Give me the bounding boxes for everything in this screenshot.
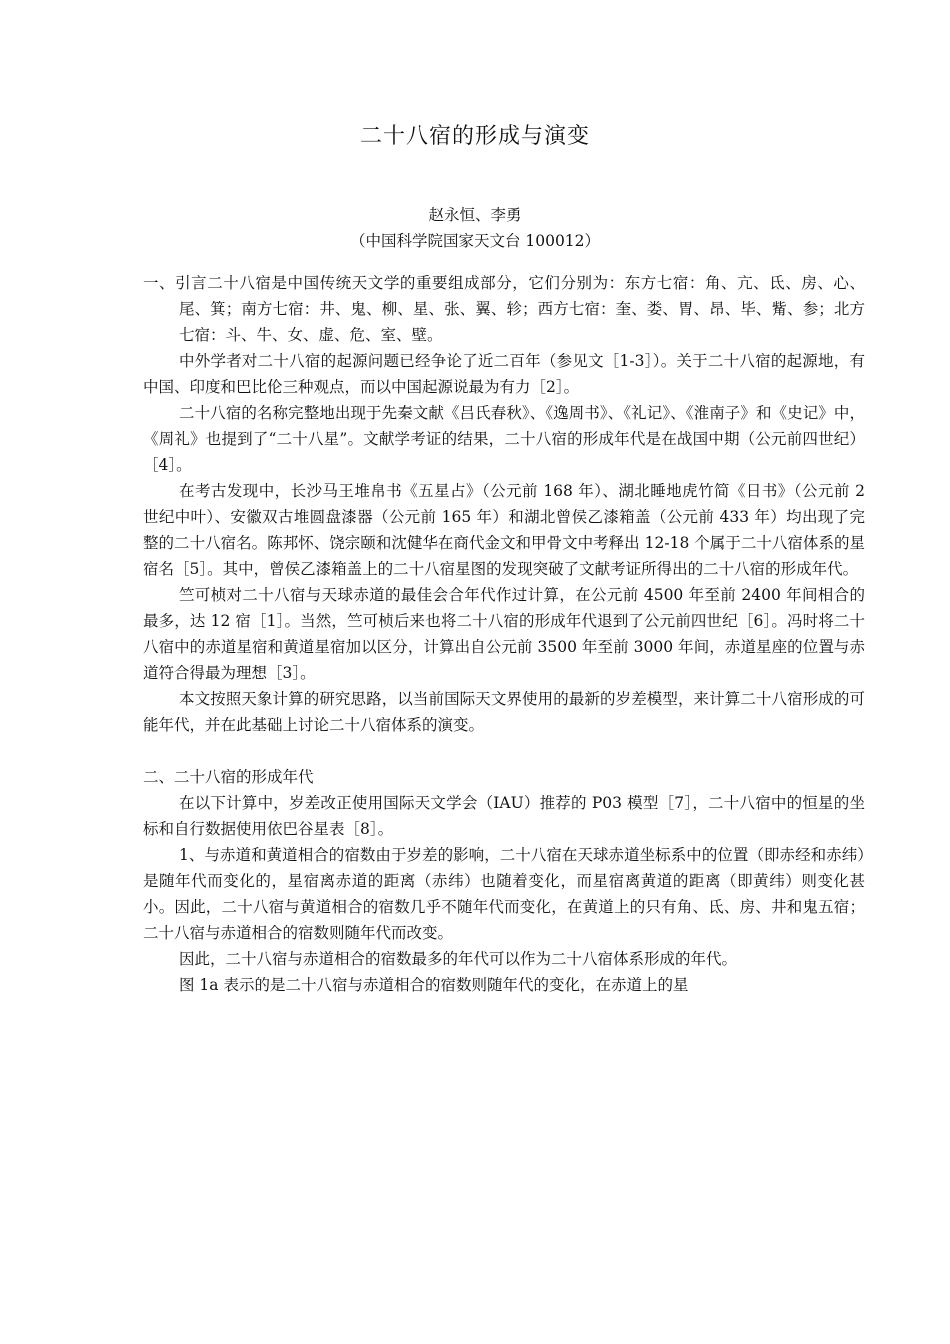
paragraph: 中外学者对二十八宿的起源问题已经争论了近二百年（参见文［1-3］）。关于二十八宿的起源地，有中国、印度和巴比伦三种观点，而以中国起源说最为有力［2］。	[143, 352, 865, 396]
paragraph: 图 1a 表示的是二十八宿与赤道相合的宿数则随年代的变化，在赤道上的星	[179, 976, 689, 994]
paragraph: 在考古发现中，长沙马王堆帛书《五星占》（公元前 168 年）、湖北睡地虎竹简《日书》（公元前 2 世纪中叶）、安徽双古堆圆盘漆器（公元前 165 年）和湖北曾侯乙漆箱盖（公元前 433 年）均出现了完整的二十八宿名。陈邦怀、饶宗颐和沈健华在商代金文和甲骨文中考释出 12-18 个属于二十八宿体系的星宿名［5］。其中，曾侯乙漆箱盖上的二十八宿星图的发现突破了文献考证所得出的二十八宿的形成年代。	[143, 482, 865, 578]
section1-intro: 一、引言二十八宿是中国传统天文学的重要组成部分，它们分别为：东方七宿：角、亢、氐、房、心、尾、箕；南方七宿：井、鬼、柳、星、张、翼、轸；西方七宿：奎、娄、胃、昂、毕、觜、参；北方七宿：斗、牛、女、虚、危、室、壁。	[143, 274, 865, 344]
page-title: 二十八宿的形成与演变	[359, 124, 590, 149]
paragraph: 在以下计算中，岁差改正使用国际天文学会（IAU）推荐的 P03 模型［7］，二十八宿中的恒星的坐标和自行数据使用依巴谷星表［8］。	[143, 794, 865, 838]
paragraph: 本文按照天象计算的研究思路，以当前国际天文界使用的最新的岁差模型，来计算二十八宿形成的可能年代，并在此基础上讨论二十八宿体系的演变。	[143, 690, 865, 734]
paragraph: 1、与赤道和黄道相合的宿数由于岁差的影响，二十八宿在天球赤道坐标系中的位置（即赤经和赤纬）是随年代而变化的，星宿离赤道的距离（赤纬）也随着变化，而星宿离黄道的距离（即黄纬）则变化甚小。因此，二十八宿与黄道相合的宿数几乎不随年代而变化，在黄道上的只有角、氐、房、井和鬼五宿；二十八宿与赤道相合的宿数则随年代而改变。	[143, 846, 865, 942]
paragraph: 二十八宿的名称完整地出现于先秦文献《吕氏春秋》、《逸周书》、《礼记》、《淮南子》和《史记》中，《周礼》也提到了“二十八星”。文献学考证的结果，二十八宿的形成年代是在战国中期（公元前四世纪）［4］。	[143, 404, 865, 474]
paper-body	[143, 270, 865, 998]
paragraph: 因此，二十八宿与赤道相合的宿数最多的年代可以作为二十八宿体系形成的年代。	[179, 950, 738, 968]
section2-heading: 二、二十八宿的形成年代	[143, 768, 314, 786]
section-gap	[143, 738, 865, 764]
paragraph: 竺可桢对二十八宿与天球赤道的最佳会合年代作过计算，在公元前 4500 年至前 2400 年间相合的最多，达 12 宿［1］。当然，竺可桢后来也将二十八宿的形成年代退到了公元前四世纪［6］。冯时将二十八宿中的赤道星宿和黄道星宿加以区分，计算出自公元前 3500 年至前 3000 年间，赤道星座的位置与赤道符合得最为理想［3］。	[143, 586, 865, 682]
affiliation: （中国科学院国家天文台 100012）	[349, 232, 601, 250]
authors: 赵永恒、李勇	[428, 206, 522, 224]
